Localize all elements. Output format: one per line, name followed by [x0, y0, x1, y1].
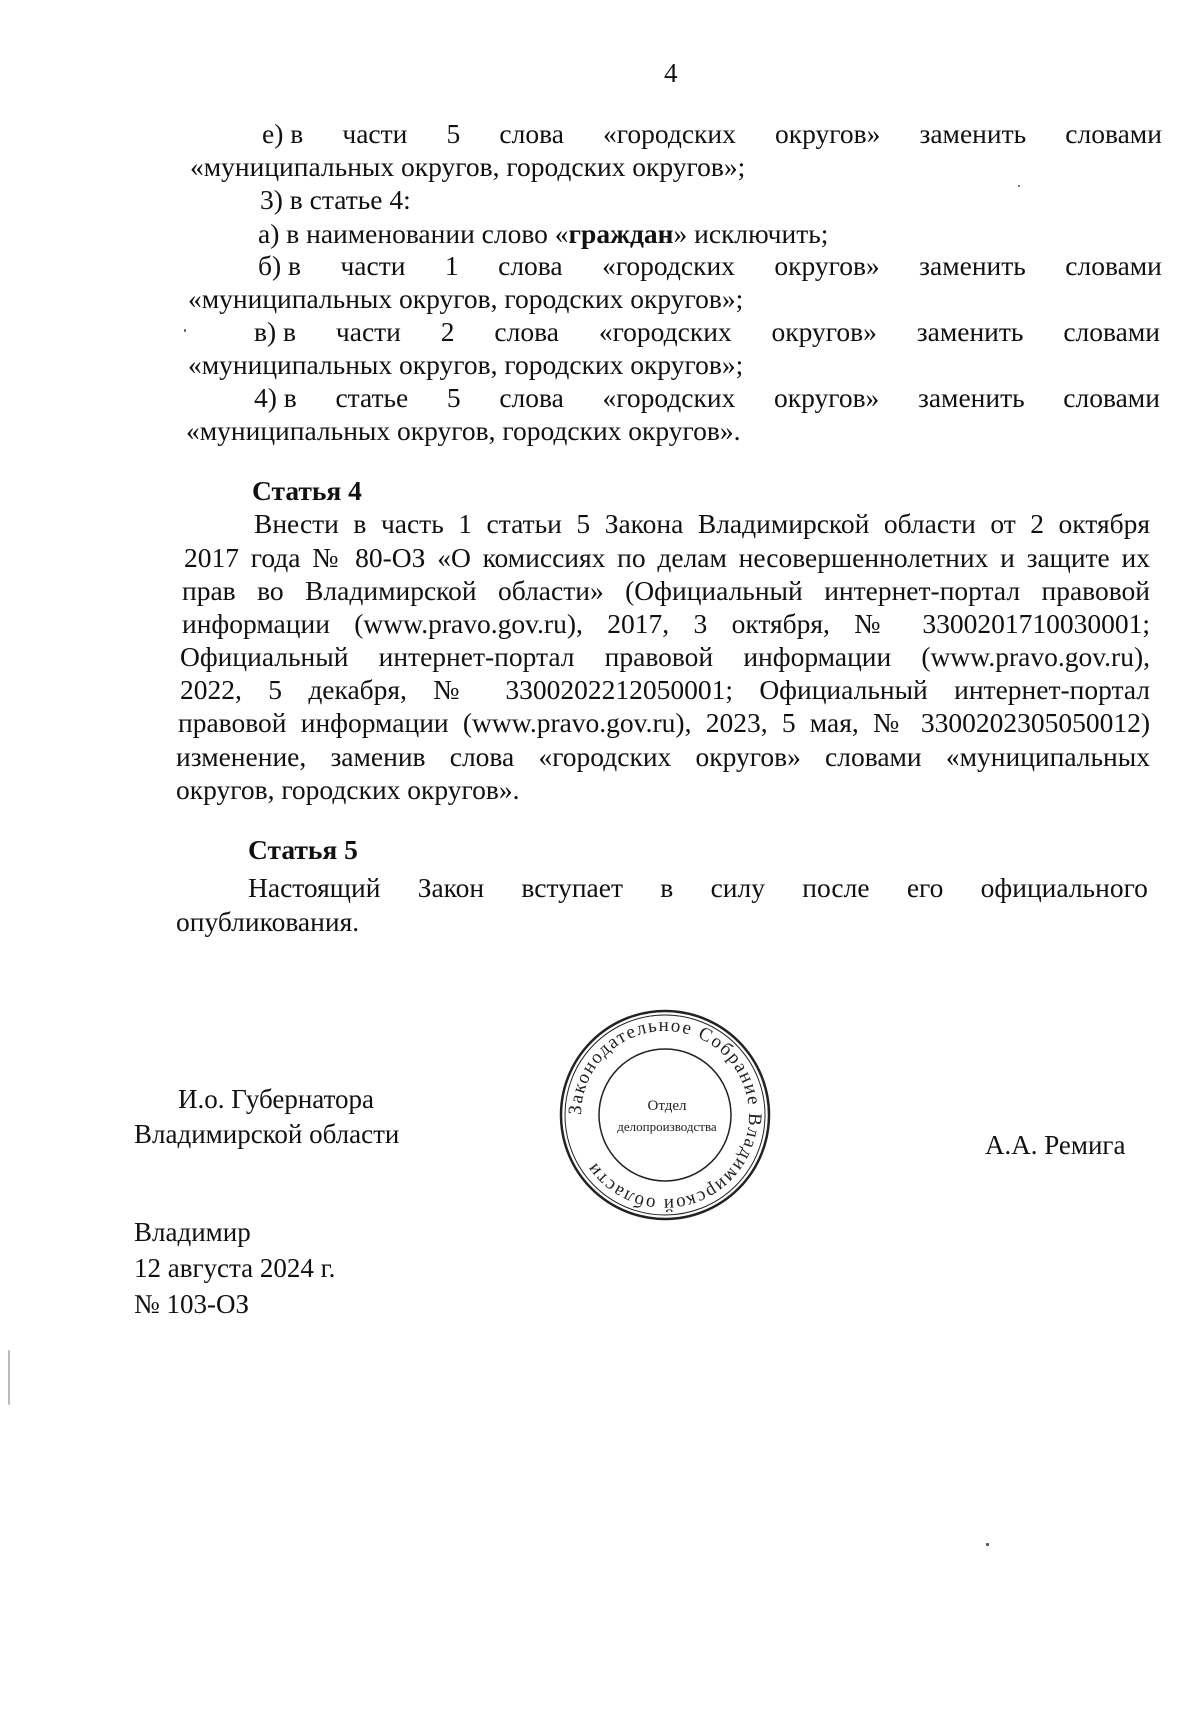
word: заменить: [916, 316, 1024, 347]
amendment-a: [258, 218, 828, 250]
article-4-line: 2017 года № 80-ОЗ «О комиссиях по делам несовершеннолетних и защите их: [184, 542, 1150, 573]
word: слова: [494, 316, 559, 347]
word: заменить: [919, 250, 1026, 281]
word: в) в: [254, 316, 297, 347]
footer-law-number: № 103-ОЗ: [134, 1289, 250, 1319]
stamp-center-line1: Отдел: [647, 1098, 687, 1114]
word: округов»: [771, 316, 877, 347]
word: после: [802, 872, 870, 903]
scan-margin-mark: [8, 1350, 10, 1405]
word: статье: [335, 382, 409, 413]
article-4-line: правовой информации (www.pravo.gov.ru), 2023, 5 мая, № 3300202305050012): [178, 707, 1150, 738]
signatory-title-line2: Владимирской области: [134, 1119, 400, 1149]
amendment-v-line1: [254, 316, 1160, 348]
word: вступает: [521, 872, 623, 903]
word: его: [906, 872, 944, 903]
stamp-center-line2: делопроизводства: [617, 1119, 717, 1134]
amendment-e-line1: [262, 118, 1162, 150]
word: 5: [446, 382, 461, 413]
word: 1: [444, 250, 459, 281]
signatory-title-line1: И.о. Губернатора: [178, 1084, 375, 1114]
word: в: [660, 872, 674, 903]
word: официального: [980, 872, 1148, 903]
stamp-graphic: [555, 1005, 775, 1225]
word: словами: [1065, 250, 1162, 281]
word: части: [335, 316, 401, 347]
footer-city: Владимир: [134, 1217, 251, 1247]
word: е) в: [262, 118, 304, 149]
word: части: [340, 250, 406, 281]
amendment-b-line1: [258, 250, 1162, 282]
word: Настоящий: [248, 872, 381, 903]
word: округов»: [773, 382, 880, 413]
article-5-line1: [248, 872, 1148, 904]
scan-speck: [986, 1543, 989, 1546]
article-4-line: изменение, заменив слова «городских округов» словами «муниципальных: [176, 741, 1150, 772]
article-4-line: информации (www.pravo.gov.ru), 2017, 3 октября, № 3300201710030001;: [182, 608, 1150, 639]
item-3: 3) в статье 4:: [260, 184, 411, 215]
amendment-b-line2: «муниципальных округов, городских округов»;: [188, 283, 744, 314]
word: заменить: [917, 382, 1025, 413]
article-5-heading: Статья 5: [248, 834, 358, 865]
signatory-name: А.А. Ремига: [985, 1130, 1126, 1160]
stamp-ring-text: Законодательное Собрание Владимирской области: [564, 1014, 766, 1216]
word: слова: [499, 382, 564, 413]
amendment-e-line2: «муниципальных округов, городских округов»;: [190, 151, 746, 182]
scan-speck: [1018, 185, 1020, 187]
word: 2: [440, 316, 455, 347]
word: части: [342, 118, 408, 149]
word: словами: [1063, 382, 1160, 413]
word: слова: [499, 118, 564, 149]
word: «городских: [603, 118, 736, 149]
word: 5: [446, 118, 461, 149]
word: б) в: [258, 250, 302, 281]
article-4-line: округов, городских округов».: [176, 774, 520, 805]
word: словами: [1065, 118, 1162, 149]
article-4-line: Внести в часть 1 статьи 5 Закона Владимирской области от 2 октября: [254, 508, 1150, 539]
amendment-a-prefix: а) в наименовании слово «: [258, 218, 569, 249]
word: округов»: [775, 118, 881, 149]
amendment-a-bold-word: граждан: [568, 218, 674, 249]
article-4-heading: Статья 4: [252, 475, 362, 506]
scan-speck: [184, 329, 186, 332]
word: «городских: [602, 250, 735, 281]
word: округов»: [774, 250, 880, 281]
amendment-a-suffix: » исключить;: [673, 218, 829, 249]
page-number: 4: [664, 58, 678, 88]
article-5-line2: опубликования.: [176, 906, 360, 937]
article-4-line: Официальный интернет-портал правовой информации (www.pravo.gov.ru),: [180, 641, 1150, 672]
article-4-line: 2022, 5 декабря, № 3300202212050001; Официальный интернет-портал: [180, 674, 1150, 705]
item-4-line2: «муниципальных округов, городских округов».: [186, 415, 741, 446]
word: слова: [498, 250, 563, 281]
word: 4) в: [254, 382, 297, 413]
amendment-v-line2: «муниципальных округов, городских округов»;: [188, 349, 744, 380]
item-4-line1: [254, 382, 1160, 414]
official-stamp: [555, 1005, 775, 1225]
word: «городских: [602, 382, 736, 413]
word: словами: [1063, 316, 1160, 347]
article-4-line: прав во Владимирской области» (Официальный интернет-портал правовой: [182, 575, 1150, 606]
word: «городских: [598, 316, 732, 347]
word: заменить: [919, 118, 1027, 149]
word: силу: [710, 872, 765, 903]
footer-date: 12 августа 2024 г.: [134, 1253, 336, 1283]
word: Закон: [417, 872, 485, 903]
